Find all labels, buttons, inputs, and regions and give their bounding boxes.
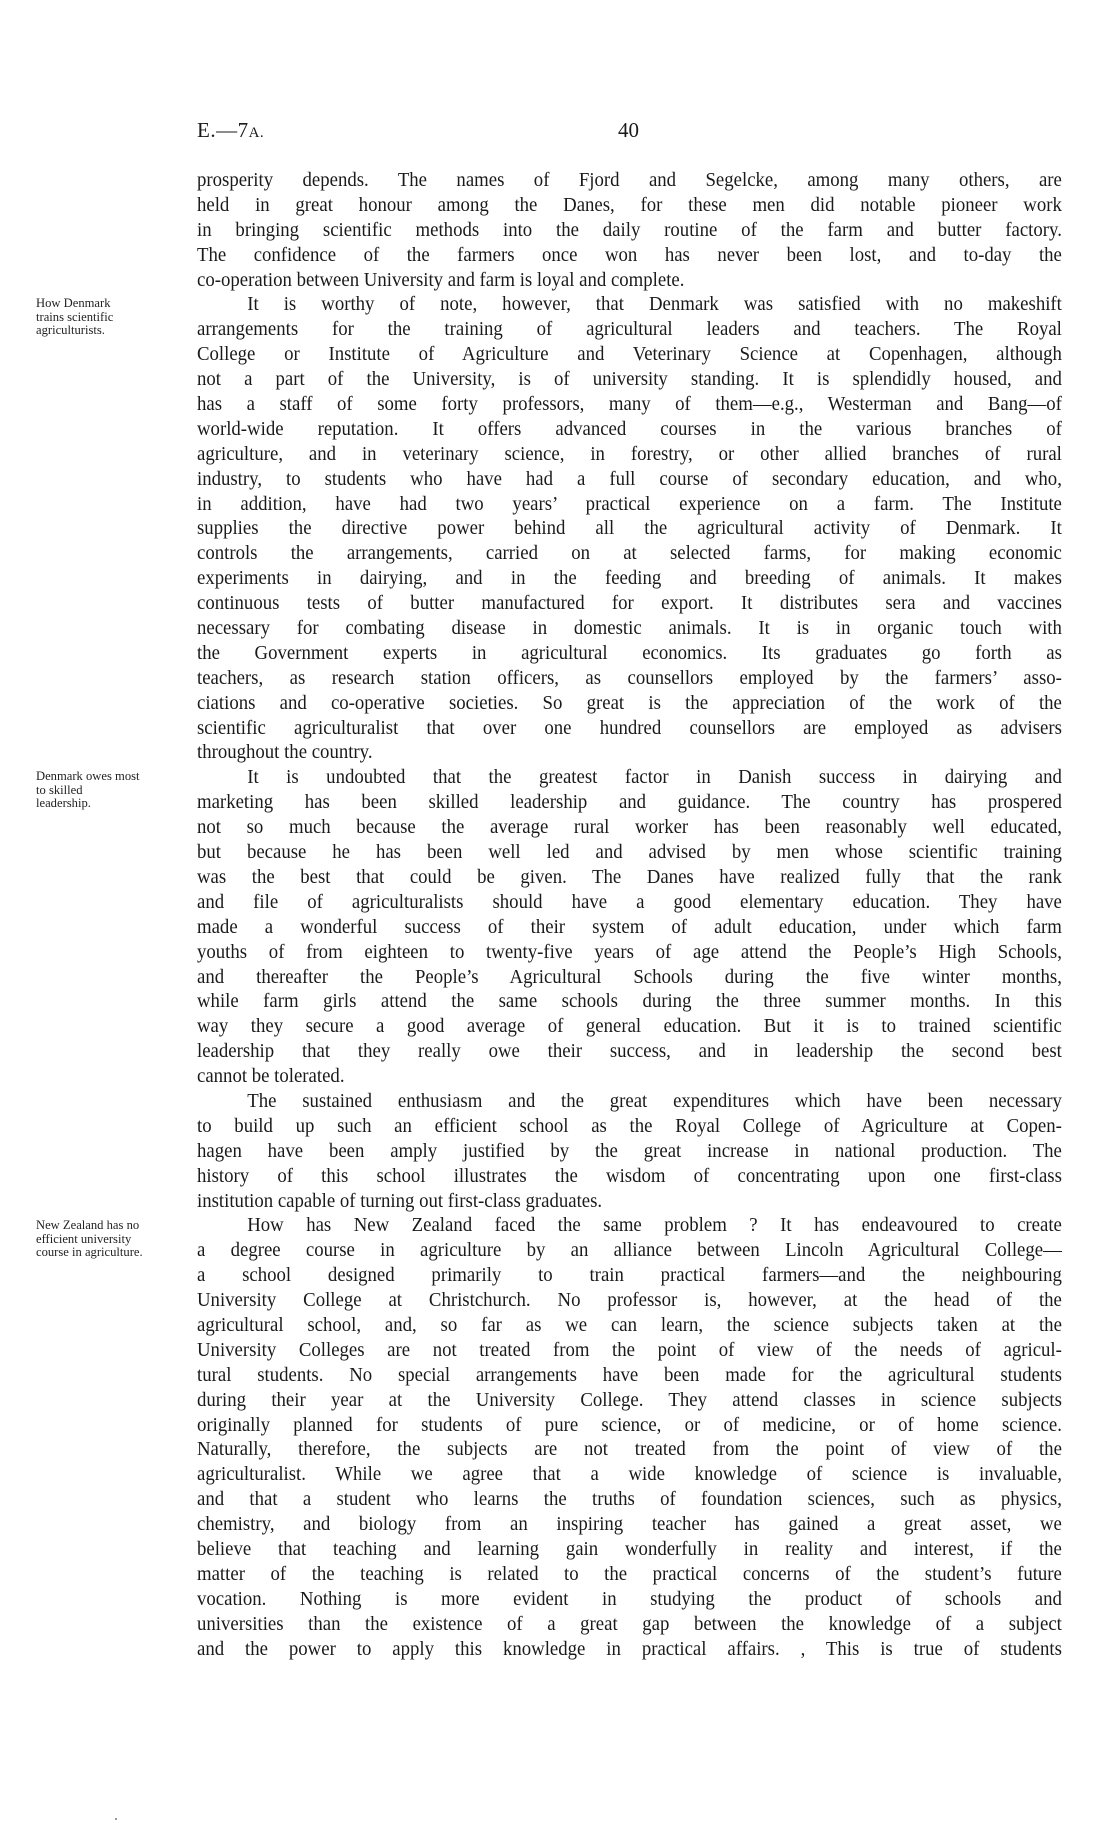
- text-line: The sustained enthusiasm and the great expenditures which have been necessary: [247, 1089, 1062, 1112]
- text-line: chemistry, and biology from an inspiring teacher has gained a great asset, we: [197, 1513, 1062, 1536]
- document-reference-prefix: E.—7: [197, 118, 249, 142]
- text-line: held in great honour among the Danes, for these men did notable pioneer work: [197, 193, 1062, 216]
- text-line: and that a student who learns the truths of foundation sciences, such as physics,: [197, 1488, 1062, 1511]
- text-line: not a part of the University, is of university standing. It is splendidly housed, and: [197, 368, 1062, 391]
- margin-note-line: How Denmark: [36, 296, 111, 310]
- text-line: world-wide reputation. It offers advanced courses in the various branches of: [197, 417, 1062, 440]
- text-line: teachers, as research station officers, as counsellors employed by the farmers’ asso-: [197, 666, 1062, 689]
- body-text: [197, 168, 1062, 1661]
- text-line: throughout the country.: [197, 741, 373, 764]
- text-line: while farm girls attend the same schools during the three summer months. In this: [197, 990, 1062, 1013]
- text-line: It is worthy of note, however, that Denmark was satisfied with no makeshift: [247, 293, 1062, 316]
- text-line: universities than the existence of a great gap between the knowledge of a subject: [197, 1612, 1062, 1635]
- margin-note-line: to skilled: [36, 782, 83, 797]
- text-line: continuous tests of butter manufactured for export. It distributes sera and vaccines: [197, 592, 1062, 615]
- margin-note-line: agriculturists.: [36, 323, 105, 337]
- margin-note-denmark-trains: [36, 297, 186, 338]
- text-line: University College at Christchurch. No professor is, however, at the head of the: [197, 1289, 1062, 1312]
- text-line: and thereafter the People’s Agricultural Schools during the five winter months,: [197, 965, 1062, 988]
- text-line: history of this school illustrates the wisdom of concentrating upon one first-class: [197, 1164, 1062, 1187]
- page-number: 40: [618, 118, 639, 142]
- margin-note-line: course in agriculture.: [36, 1245, 143, 1259]
- text-line: in addition, have had two years’ practical experience on a farm. The Institute: [197, 492, 1062, 515]
- scan-speck: [115, 1818, 117, 1820]
- margin-note-line: trains scientific: [36, 309, 114, 324]
- running-header: [197, 118, 1062, 144]
- text-line: to build up such an efficient school as the Royal College of Agriculture at Copen-: [197, 1114, 1062, 1137]
- margin-note-line: efficient university: [36, 1231, 132, 1246]
- text-line: agricultural school, and, so far as we can learn, the science subjects taken at the: [197, 1313, 1062, 1336]
- text-line: during their year at the University College. They attend classes in science subjects: [197, 1388, 1062, 1411]
- document-reference-suffix: A.: [248, 125, 265, 141]
- text-line: youths of from eighteen to twenty-five years of age attend the People’s High Schools,: [197, 940, 1062, 963]
- text-line: believe that teaching and learning gain wonderfully in reality and interest, if the: [197, 1537, 1062, 1560]
- text-line: originally planned for students of pure science, or of medicine, or of home science.: [197, 1413, 1062, 1436]
- text-line: in bringing scientific methods into the daily routine of the farm and butter factory.: [197, 218, 1062, 241]
- margin-note-line: Denmark owes most: [36, 769, 140, 783]
- text-line: was the best that could be given. The Danes have realized fully that the rank: [197, 865, 1062, 888]
- margin-note-line: New Zealand has no: [36, 1218, 140, 1232]
- text-line: agriculturalist. While we agree that a wide knowledge of science is invaluable,: [197, 1463, 1062, 1486]
- text-line: experiments in dairying, and in the feeding and breeding of animals. It makes: [197, 567, 1062, 590]
- text-line: It is undoubted that the greatest factor in Danish success in dairying and: [247, 766, 1062, 789]
- text-line: co-operation between University and farm is loyal and complete.: [197, 268, 685, 291]
- text-line: scientific agriculturalist that over one hundred counsellors are employed as advisers: [197, 716, 1062, 739]
- text-line: College or Institute of Agriculture and Veterinary Science at Copenhagen, although: [197, 343, 1062, 366]
- text-line: vocation. Nothing is more evident in studying the product of schools and: [197, 1587, 1062, 1610]
- text-line: and file of agriculturalists should have a good elementary education. They have: [197, 890, 1062, 913]
- document-reference: [197, 118, 264, 143]
- margin-note-line: leadership.: [36, 796, 91, 810]
- text-line: institution capable of turning out first-class graduates.: [197, 1189, 603, 1212]
- text-line: arrangements for the training of agricultural leaders and teachers. The Royal: [197, 318, 1062, 341]
- text-line: made a wonderful success of their system of adult education, under which farm: [197, 915, 1062, 938]
- text-line: prosperity depends. The names of Fjord and Segelcke, among many others, are: [197, 169, 1062, 191]
- text-line: cannot be tolerated.: [197, 1065, 345, 1088]
- margin-note-skilled-leadership: [36, 770, 186, 811]
- text-line: a school designed primarily to train practical farmers—and the neighbouring: [197, 1264, 1062, 1287]
- text-line: supplies the directive power behind all the agricultural activity of Denmark. It: [197, 517, 1062, 540]
- text-line: not so much because the average rural worker has been reasonably well educated,: [197, 816, 1062, 839]
- text-line: Naturally, therefore, the subjects are not treated from the point of view of the: [197, 1438, 1062, 1461]
- margin-note-new-zealand: [36, 1219, 186, 1260]
- text-line: necessary for combating disease in domestic animals. It is in organic touch with: [197, 617, 1062, 640]
- text-line: marketing has been skilled leadership and guidance. The country has prospered: [197, 791, 1062, 814]
- text-line: agriculture, and in veterinary science, in forestry, or other allied branches of rural: [197, 442, 1062, 465]
- text-line: The confidence of the farmers once won has never been lost, and to-day the: [197, 243, 1062, 266]
- text-line: ciations and co-operative societies. So great is the appreciation of the work of the: [197, 691, 1062, 714]
- text-line: leadership that they really owe their success, and in leadership the second best: [197, 1040, 1062, 1063]
- text-line: has a staff of some forty professors, many of them—e.g., Westerman and Bang—of: [197, 393, 1062, 416]
- text-line: a degree course in agriculture by an alliance between Lincoln Agricultural College—: [197, 1239, 1062, 1262]
- text-line: matter of the teaching is related to the practical concerns of the student’s future: [197, 1562, 1062, 1585]
- text-line: hagen have been amply justified by the great increase in national production. The: [197, 1139, 1062, 1162]
- text-line: tural students. No special arrangements have been made for the agricultural students: [197, 1363, 1062, 1386]
- text-line: controls the arrangements, carried on at selected farms, for making economic: [197, 542, 1062, 565]
- text-line: the Government experts in agricultural economics. Its graduates go forth as: [197, 641, 1062, 664]
- text-line: industry, to students who have had a full course of secondary education, and who,: [197, 467, 1062, 490]
- text-line: and the power to apply this knowledge in practical affairs. , This is true of students: [197, 1637, 1062, 1660]
- text-line: way they secure a good average of general education. But it is to trained scientific: [197, 1015, 1062, 1038]
- text-line: How has New Zealand faced the same problem ? It has endeavoured to create: [247, 1214, 1062, 1237]
- text-line: but because he has been well led and advised by men whose scientific training: [197, 841, 1062, 864]
- text-line: University Colleges are not treated from the point of view of the needs of agricul-: [197, 1338, 1062, 1361]
